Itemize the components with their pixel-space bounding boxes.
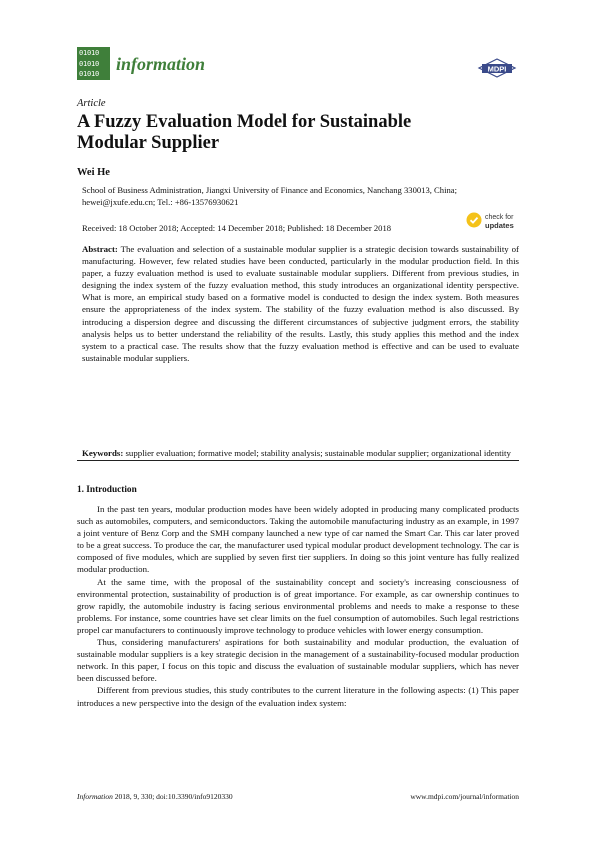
check-updates-line2: updates bbox=[485, 221, 514, 230]
keywords-text: supplier evaluation; formative model; stability analysis; sustainable modular supplier; organizational identity bbox=[125, 448, 511, 458]
divider bbox=[77, 460, 519, 461]
abstract-text: The evaluation and selection of a sustainable modular supplier is a strategic decision towards sustainability of manufacturing. However, few related studies have been conducted, particularly in the modular production field. In this paper, a fuzzy evaluation method is used to evaluate sustainable modular suppliers. Different from previous studies, in designing the index system of the fuzzy evaluation method, this study introduces an organizational identity perspective. What is more, an empirical study based on a formative model is conducted to design the index system. Both measures ensure the appropriateness of the index system. The stability of the fuzzy evaluation method is also discussed. By introducing a dispersion degree and discussing the different circumstances of subjective judgment errors, the stability analysis helps us to better understand the reliability of the results. Lastly, this study applies this method and the index system to a practical case. The results show that the fuzzy evaluation method is effective and can be used to evaluate sustainable modular suppliers. bbox=[82, 244, 519, 363]
keywords-label: Keywords: bbox=[82, 448, 124, 458]
paragraph: In the past ten years, modular production modes have been widely adopted in producing many complicated products such as automobiles, computers, and semiconductors. Taking the automobile manufacturing industry as an example, in 1997 a joint venture of Benz Corp and the SMH company launched a new type of car named the Smart Car. This car later proved to be a great success. To produce the car, the manufacturer used typical modular product development technology. The car is composed of five modules, which are supplied by seven first tier suppliers. In doing so this joint venture has fully realized modular production. bbox=[77, 504, 519, 575]
mdpi-logo-icon bbox=[477, 58, 517, 78]
publication-dates: Received: 18 October 2018; Accepted: 14 December 2018; Published: 18 December 2018 bbox=[82, 223, 392, 233]
paragraph: Thus, considering manufacturers' aspirations for both sustainability and modular production, the evaluation of sustainable modular suppliers is a key strategic decision in the management of a sustainability-focused modular production network. In this paper, I focus on this topic and discuss the evaluation of sustainable modular suppliers, which has never been discussed before. bbox=[77, 637, 519, 684]
author-affiliation: School of Business Administration, Jiangxi University of Finance and Economics, Nanchang 330013, China; hewei@jxufe.edu.cn; Tel.: +86-13576930621 bbox=[82, 185, 457, 207]
keywords bbox=[82, 447, 519, 459]
check-for-updates-label[interactable] bbox=[485, 214, 514, 231]
svg-text:MDPI: MDPI bbox=[487, 64, 507, 74]
logo-bits-line: 01010 bbox=[79, 59, 100, 68]
logo-bits-line: 01010 bbox=[79, 49, 100, 57]
paragraph: At the same time, with the proposal of the sustainability concept and society's increasing consciousness of environmental protection, sustainability of production is of great importance. For example, as car ownership continues to grow rapidly, the automobile industry is facing serious environmental problems and needs to make a response to these problems. For instance, some countries have set clear limits on the fuel consumption of automobiles. Such legal restrictions propel car manufacturers to continuously improve technology to produce vehicles with lower energy consumption. bbox=[77, 576, 519, 635]
check-for-updates-icon[interactable] bbox=[466, 212, 482, 228]
logo-bits-line: 01010 bbox=[79, 70, 100, 78]
footer-citation-rest: 2018, 9, 330; doi:10.3390/info9120330 bbox=[114, 792, 233, 801]
article-title: A Fuzzy Evaluation Model for Sustainable Modular Supplier bbox=[77, 112, 412, 153]
author-name: Wei He bbox=[77, 167, 110, 178]
footer-journal: Information bbox=[77, 792, 113, 801]
abstract-label: Abstract: bbox=[82, 244, 118, 254]
paragraph: Different from previous studies, this study contributes to the current literature in the following aspects: (1) This paper introduces a new perspective into the design of the evaluation index system: bbox=[77, 685, 519, 708]
check-updates-line1: check for bbox=[485, 214, 514, 221]
journal-name: information bbox=[116, 54, 206, 74]
footer-url[interactable]: www.mdpi.com/journal/information bbox=[410, 792, 519, 801]
journal-logo bbox=[77, 47, 110, 80]
footer-citation bbox=[77, 792, 233, 801]
abstract bbox=[82, 243, 519, 364]
section-heading: 1. Introduction bbox=[77, 485, 137, 495]
section-body bbox=[77, 503, 519, 709]
article-type: Article bbox=[77, 98, 106, 109]
